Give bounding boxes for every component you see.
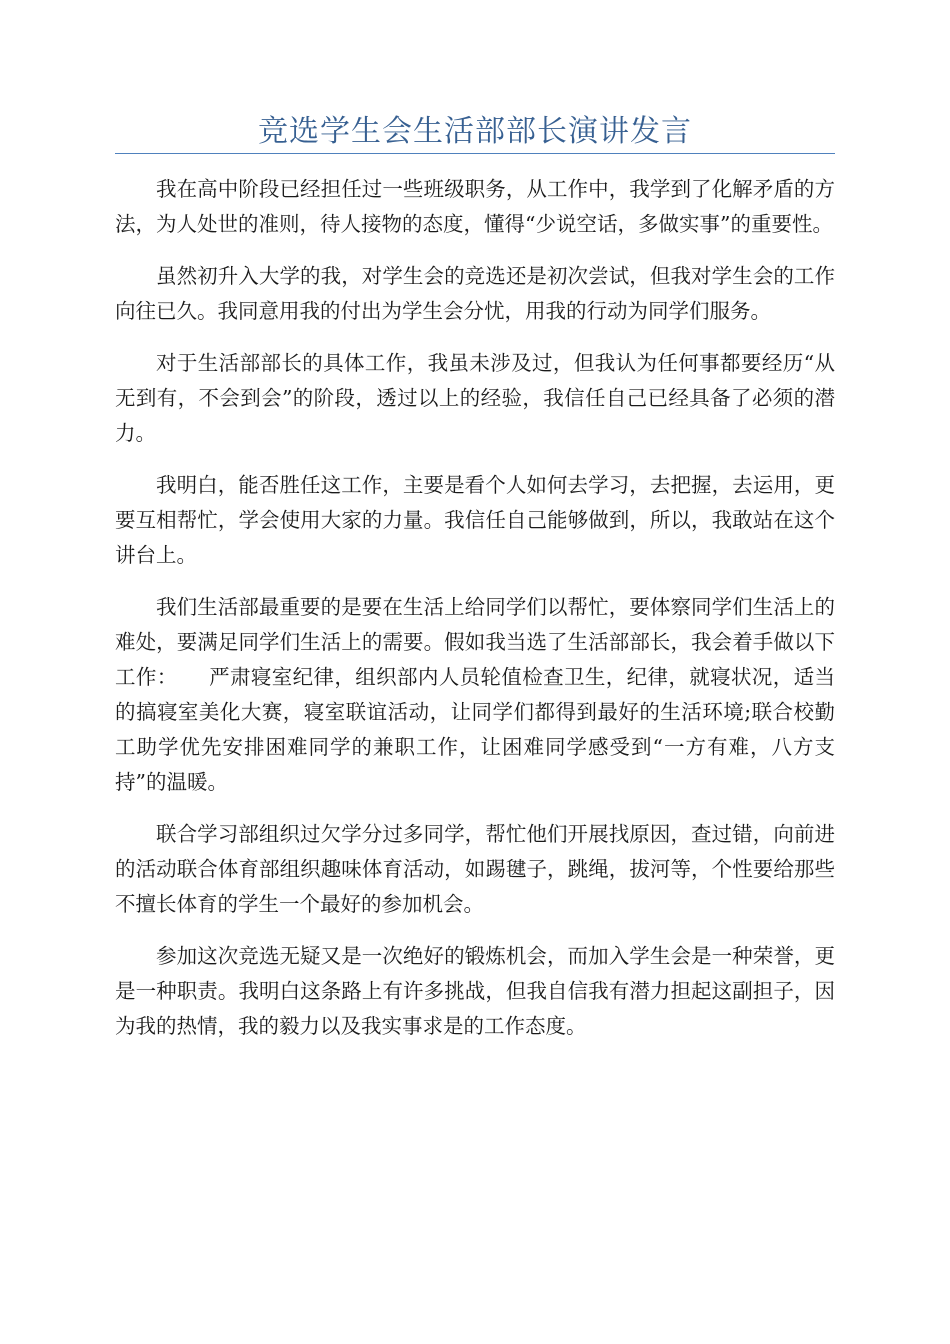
paragraph-2: 虽然初升入大学的我，对学生会的竞选还是初次尝试，但我对学生会的工作向往已久。我同意用我的付出为学生会分忧，用我的行动为同学们服务。 (115, 264, 835, 323)
paragraph-4: 我明白，能否胜任这工作，主要是看个人如何去学习，去把握，去运用，更要互相帮忙，学会使用大家的力量。我信任自己能够做到，所以，我敢站在这个讲台上。 (115, 473, 835, 567)
paragraph-6: 联合学习部组织过欠学分过多同学，帮忙他们开展找原因，查过错，向前进的活动联合体育部组织趣味体育活动，如踢毽子，跳绳，拔河等，个性要给那些不擅长体育的学生一个最好的参加机会。 (115, 822, 835, 916)
document-body (115, 172, 835, 1061)
paragraph-1: 我在高中阶段已经担任过一些班级职务，从工作中，我学到了化解矛盾的方法，为人处世的准则，待人接物的态度，懂得“少说空话，多做实事”的重要性。 (115, 177, 835, 236)
paragraph-5: 我们生活部最重要的是要在生活上给同学们以帮忙，要体察同学们生活上的难处，要满足同学们生活上的需要。假如我当选了生活部部长，我会着手做以下工作： 严肃寝室纪律，组织部内人员轮值检查卫生，纪律，就寝状况，适当的搞寝室美化大赛，寝室联谊活动，让同学们都得到最好的生活环境;联合校勤工助学优先安排困难同学的兼职工作，让困难同学感受到“一方有难，八方支持”的温暖。 (115, 595, 835, 794)
paragraph-7: 参加这次竞选无疑又是一次绝好的锻炼机会，而加入学生会是一种荣誉，更是一种职责。我明白这条路上有许多挑战，但我自信我有潜力担起这副担子，因为我的热情，我的毅力以及我实事求是的工作态度。 (115, 944, 835, 1038)
title-underline (115, 153, 835, 154)
document-title: 竞选学生会生活部部长演讲发言 (258, 114, 692, 149)
paragraph-3: 对于生活部部长的具体工作，我虽未涉及过，但我认为任何事都要经历“从无到有，不会到会”的阶段，透过以上的经验，我信任自己已经具备了必须的潜力。 (115, 351, 835, 445)
